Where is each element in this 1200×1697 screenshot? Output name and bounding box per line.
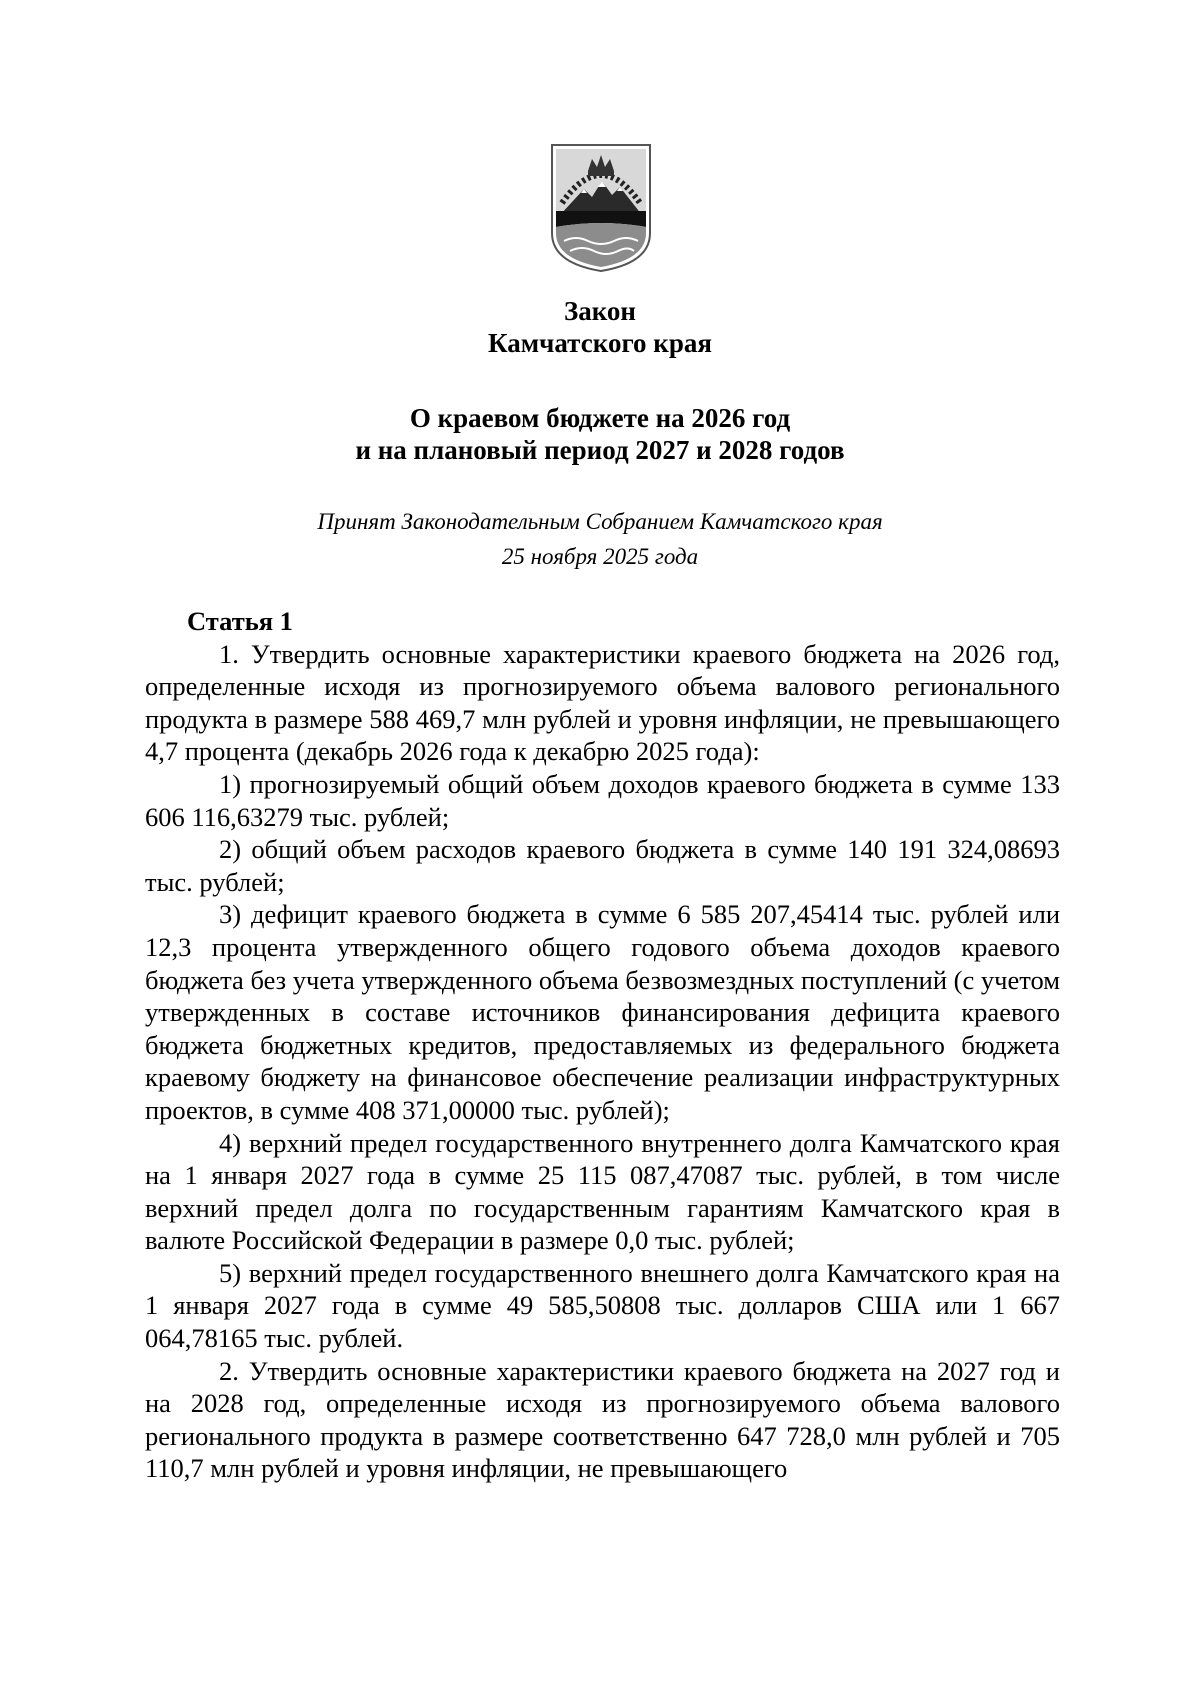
article-heading: Статья 1: [187, 606, 293, 636]
adoption-date: 25 ноября 2025 года: [501, 544, 699, 569]
paragraph: 3) дефицит краевого бюджета в сумме 6 585 207,45414 тыс. рублей или 12,3 процента утвержденного общего годового объема доходов краевого бюджета без учета утвержденного объема безвозмездных поступлений (с учетом утвержденных в составе источников финансирования дефицита краевого бюджета бюджетных кредитов, предоставляемых из федерального бюджета краевому бюджету на финансовое обеспечение реализации инфраструктурных проектов, в сумме 408 371,00000 тыс. рублей);: [145, 899, 1060, 1125]
paragraph: 2) общий объем расходов краевого бюджета в сумме 140 191 324,08693 тыс. рублей;: [145, 834, 1060, 897]
law-title-line1: Закон: [563, 296, 636, 326]
paragraph: 1. Утвердить основные характеристики краевого бюджета на 2026 год, определенные исходя из прогнозируемого объема валового регионального продукта в размере 588 469,7 млн рублей и уровня инфляции, не превышающего 4,7 процента (декабрь 2026 года к декабрю 2025 года):: [145, 638, 1060, 767]
paragraph: 5) верхний предел государственного внешнего долга Камчатского края на 1 января 2027 года в сумме 49 585,50808 тыс. долларов США или 1 667 064,78165 тыс. рублей.: [145, 1257, 1060, 1354]
adoption-note-line1: Принят Законодательным Собранием Камчатского края: [317, 509, 883, 534]
paragraph: 1) прогнозируемый общий объем доходов краевого бюджета в сумме 133 606 116,63279 тыс. рублей;: [145, 768, 1060, 832]
law-subject: [0, 402, 1200, 466]
paragraph: 4) верхний предел государственного внутреннего долга Камчатского края на 1 января 2027 года в сумме 25 115 087,47087 тыс. рублей, в том числе верхний предел долга по государственным гарантиям Камчатского края в валюте Российской Федерации в размере 0,0 тыс. рублей;: [145, 1127, 1060, 1256]
coat-of-arms-icon: [546, 141, 656, 273]
adoption-note: [0, 504, 1200, 574]
law-title-line2: Камчатского края: [488, 328, 712, 358]
law-subject-line2: и на плановый период 2027 и 2028 годов: [355, 435, 845, 465]
paragraph: 2. Утвердить основные характеристики краевого бюджета на 2027 год и на 2028 год, определенные исходя из прогнозируемого объема валового регионального продукта в размере соответственно 647 728,0 млн рублей и 705 110,7 млн рублей и уровня инфляции, не превышающего: [145, 1355, 1060, 1484]
law-title: [0, 295, 1200, 359]
law-subject-line1: О краевом бюджете на 2026 год: [409, 403, 791, 433]
article-body: [145, 605, 1060, 1485]
